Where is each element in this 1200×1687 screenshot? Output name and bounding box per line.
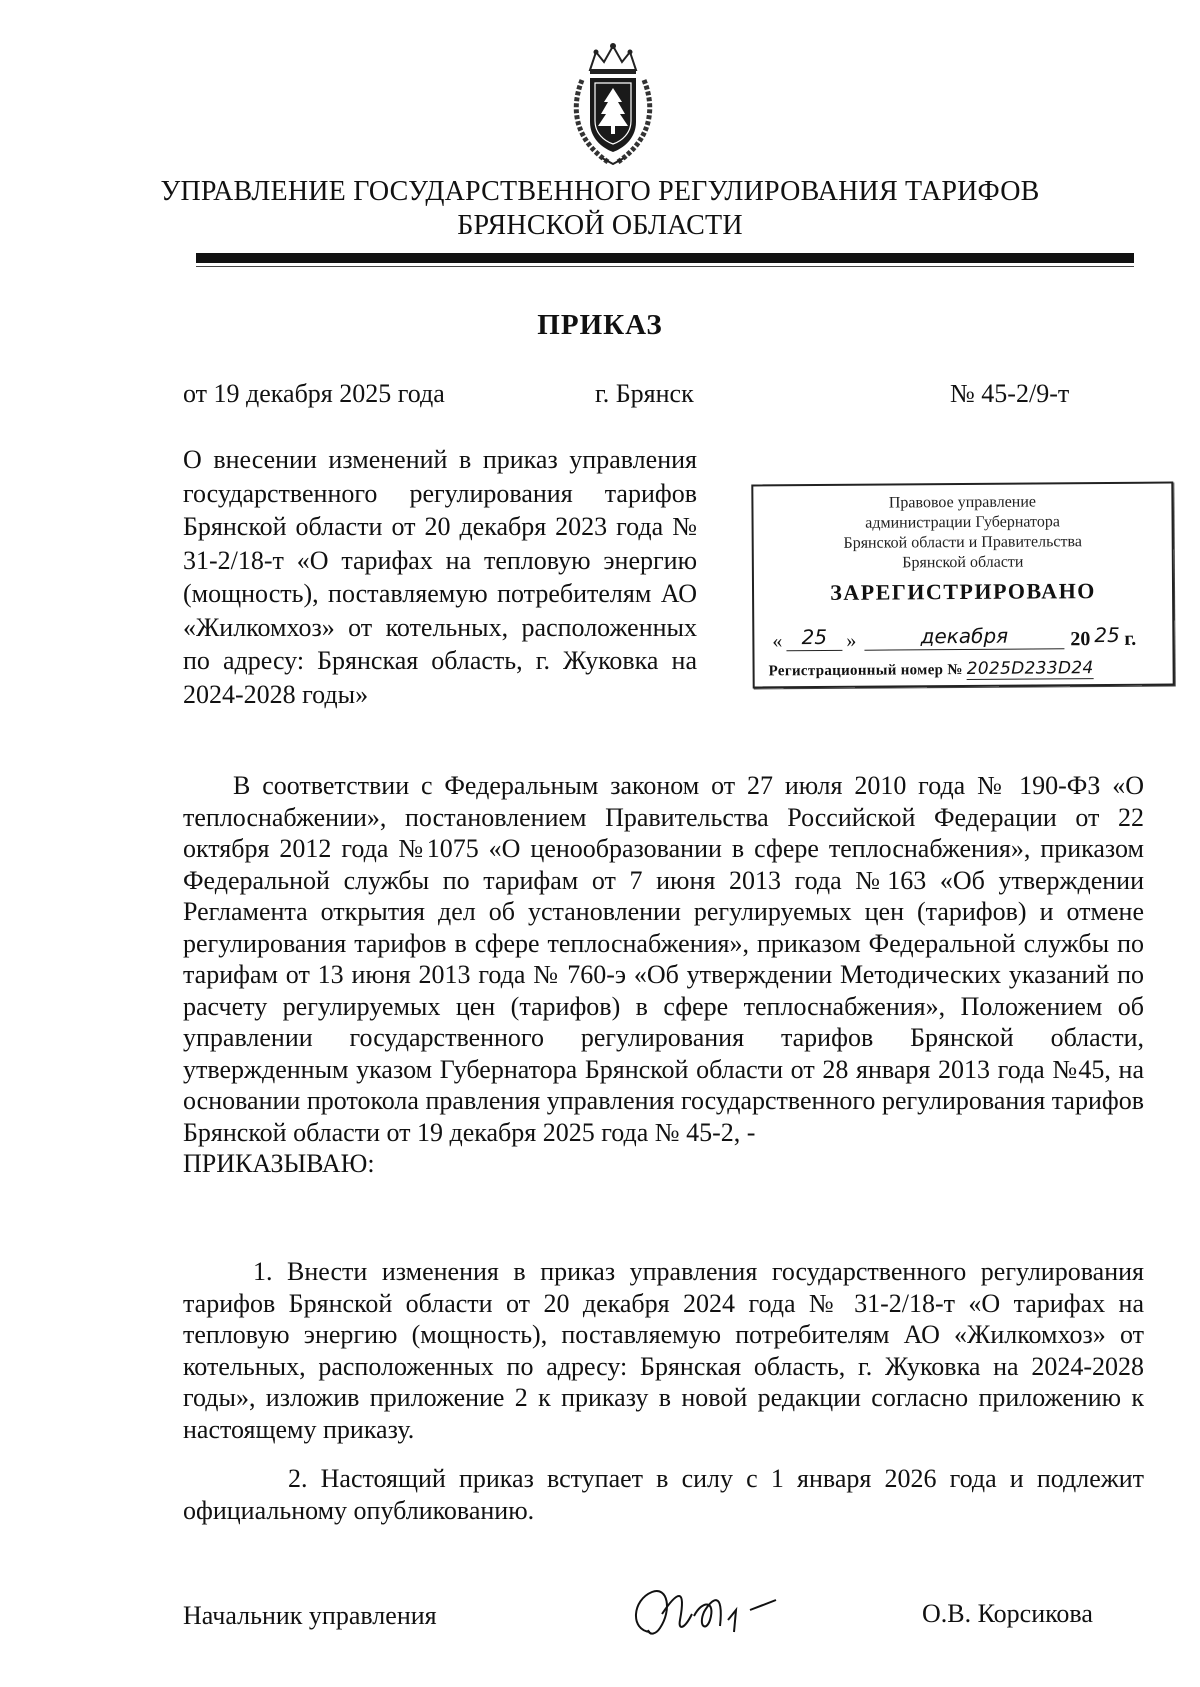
order-item-2: 2. Настоящий приказ вступает в силу с 1 января 2026 года и подлежит официальному опубликованию. bbox=[183, 1464, 1144, 1525]
handwritten-signature bbox=[620, 1570, 795, 1650]
stamp-line-2: администрации Губернатора bbox=[865, 513, 1060, 532]
organization-title-line-1: УПРАВЛЕНИЕ ГОСУДАРСТВЕННОГО РЕГУЛИРОВАНИЯ ТАРИФОВ bbox=[160, 176, 1040, 207]
order-word: ПРИКАЗЫВАЮ: bbox=[183, 1149, 375, 1178]
stamp-day: 25 bbox=[786, 624, 842, 651]
stamp-line-4: Брянской области bbox=[902, 553, 1024, 572]
order-item-1: 1. Внести изменения в приказ управления государственного регулирования тарифов Брянской области от 20 декабря 2024 года № 31-2/18-т «О тарифах на тепловую энергию (мощность), поставляемую потребителям АО «Жилкомхоз» от котельных, расположенных по адресу: Брянская область, г. Жуковка на 2024-2028 годы», изложив приложение 2 к приказу в новой редакции согласно приложению к настоящему приказу. bbox=[183, 1257, 1144, 1444]
organization-title-line-2: БРЯНСКОЙ ОБЛАСТИ bbox=[457, 210, 743, 241]
stamp-registration-number bbox=[769, 658, 1169, 682]
document-subject: О внесении изменений в приказ управления государственного регулирования тарифов Брянской области от 20 декабря 2023 года № 31-2/18-т «О тарифах на тепловую энергию (мощность), поставляемую потребителям АО «Жилкомхоз» от котельных, расположенных по адресу: Брянская область, г. Жуковка на 2024-2028 годы» bbox=[183, 445, 697, 709]
signatory-position: Начальник управления bbox=[183, 1601, 437, 1630]
preamble-text: В соответствии с Федеральным законом от 27 июля 2010 года № 190-ФЗ «О теплоснабжении», постановлением Правительства Российской Федерации от 22 октября 2012 года №1075 «О ценообразовании в сфере теплоснабжения», приказом Федеральной службы по тарифам от 7 июня 2013 года №163 «Об утверждении Регламента открытия дел об установлении регулируемых цен (тарифов) и отмене регулирования тарифов в сфере теплоснабжения», приказом Федеральной службы по тарифам от 13 июня 2013 года № 760-э «Об утверждении Методических указаний по расчету регулируемых цен (тарифов) в сфере теплоснабжения», Положением об управлении государственного регулирования тарифов Брянской области, утвержденным указом Губернатора Брянской области от 28 января 2013 года №45, на основании протокола правления управления государственного регулирования тарифов Брянской области от 19 декабря 2025 года № 45-2, - bbox=[183, 771, 1144, 1147]
stamp-date bbox=[772, 622, 1162, 655]
coat-of-arms-icon bbox=[568, 40, 658, 170]
stamp-reg-number: 2025D233D24 bbox=[966, 658, 1094, 679]
stamp-month: декабря bbox=[864, 622, 1064, 650]
document-type: ПРИКАЗ bbox=[537, 309, 663, 341]
organization-title bbox=[150, 175, 1050, 243]
stamp-reg-label: Регистрационный номер № bbox=[768, 662, 963, 680]
stamp-registered: ЗАРЕГИСТРИРОВАНО bbox=[830, 578, 1096, 605]
header-divider-thin bbox=[196, 266, 1134, 267]
document-number: № 45-2/9-т bbox=[950, 379, 1070, 408]
stamp-year-end: г. bbox=[1124, 627, 1137, 650]
stamp-year-suffix: 25 bbox=[1094, 622, 1120, 648]
stamp-year-prefix: 20 bbox=[1070, 628, 1091, 651]
stamp-quote-open: « bbox=[772, 630, 783, 653]
document-city: г. Брянск bbox=[595, 379, 694, 408]
signatory-name: О.В. Корсикова bbox=[922, 1599, 1093, 1628]
registration-stamp bbox=[751, 482, 1174, 689]
preamble-paragraph bbox=[183, 770, 1144, 1180]
stamp-line-1: Правовое управление bbox=[888, 493, 1037, 512]
document-date: от 19 декабря 2025 года bbox=[183, 379, 445, 408]
header-divider bbox=[196, 253, 1134, 263]
stamp-quote-close: » bbox=[846, 629, 857, 652]
stamp-line-3: Брянской области и Правительства bbox=[843, 533, 1082, 552]
